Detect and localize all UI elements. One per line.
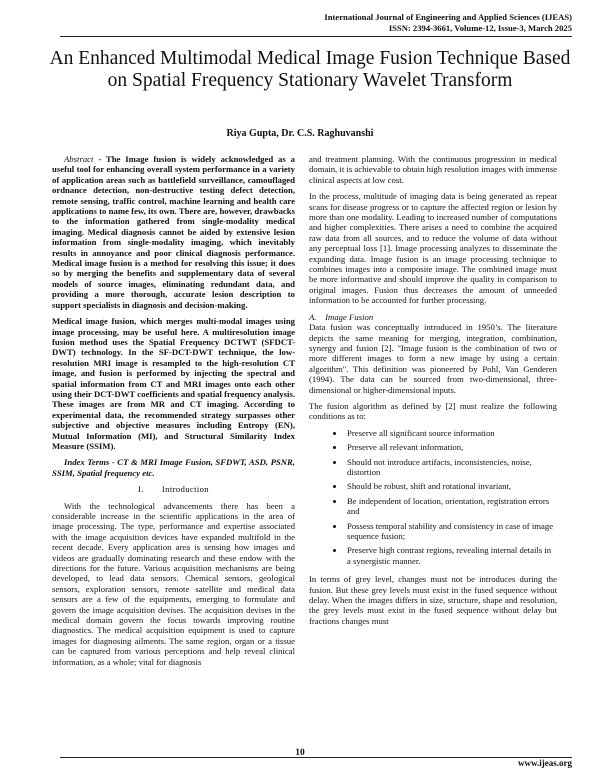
authors: Riya Gupta, Dr. C.S. Raghuvanshi xyxy=(226,128,374,139)
issn-line: ISSN: 2394-3661, Volume-12, Issue-3, March 2025 xyxy=(388,23,572,33)
list-item: • Preserve all relevant information, xyxy=(345,442,557,452)
header-rule xyxy=(60,36,572,37)
list-item: • Preserve all significant source information xyxy=(345,428,557,438)
index-terms-label: Index Terms xyxy=(64,457,110,468)
list-item: • Should not introduce artifacts, inconsistencies, noise, distortion xyxy=(345,457,557,478)
paper-title: An Enhanced Multimodal Medical Image Fusion Technique Based on Spatial Frequency Stationary Wavelet Transform xyxy=(49,48,571,91)
right-column xyxy=(309,154,557,632)
abstract-text: - The Image fusion is widely acknowledged as a useful tool for enhancing overall system performance in a variety of application areas such as battlefield surveillance, camouflaged ordnance detection, non-destructive testing defect detection, remote sensing, traffic control, machine learning and health care applications to name few, its own. There are, however, drawbacks to the information gathered from single-modality medical imaging. Medical diagnosis cannot be aided by extensive lesion information from single-modality imaging, which inevitably results in annoyance and poor clinical diagnosis performance. Medical image fusion is a method for resolving this issue; it does so by merging the benefits and supplementary data of several models of source images, eliminating redundant data, and providing a more thorough, accurate lesion description to support specialists in diagnosis and decision-making. xyxy=(52,154,295,310)
journal-name: International Journal of Engineering and Applied Sciences (IJEAS) xyxy=(324,12,572,22)
page-number: 10 xyxy=(295,748,305,758)
list-item: • Should be robust, shift and rotational invariant, xyxy=(345,481,557,491)
journal-url[interactable]: www.ijeas.org xyxy=(518,758,572,768)
footer-rule xyxy=(60,757,572,758)
right-paragraph-2: In the process, multitude of imaging data is being generated as repeat scans for disease progress or to capture the affected region or lesion by more than one modality. Leading to increased number of computations and higher complexities. There arises a need to combine the acquired raw data from all sources, and to reduce the volume of data without any perceptual loss [1]. Image processing analyzes to disseminate the expanding data. Image fusion is an image processing technique to combines images into a composite image. The combined image must be more informative and should improve the quality in comparison to original images. Fusion thus decreases the amount of unneeded information to be accounted for further processing. xyxy=(309,191,557,306)
conditions-list xyxy=(309,428,557,566)
list-item: • Be independent of location, orientation, registration errors and xyxy=(345,496,557,517)
right-paragraph-5: In terms of grey level, changes must not be introduces during the fusion. But these grey levels must exist in the fused sequence without delay. When the images differs in size, structure, shape and resolution, the grey levels must exist in the fused sequence without delay but fractions changes must xyxy=(309,574,557,626)
right-paragraph-1: and treatment planning. With the continuous progression in medical domain, it is achievable to obtain high resolution images with immense clinical aspects at low cost. xyxy=(309,154,557,185)
list-item: • Possess temporal stability and consistency in case of image sequence fusion; xyxy=(345,521,557,542)
subsection-heading-image-fusion: A. Image Fusion xyxy=(309,311,374,322)
section-heading-introduction: I. Introduction xyxy=(137,484,209,495)
index-terms xyxy=(52,457,295,478)
index-terms-text: - CT & MRI Image Fusion, SFDWT, ASD, PSNR, SSIM, Spatial frequency etc. xyxy=(52,457,295,478)
abstract-label: Abstract xyxy=(64,154,94,164)
list-item: • Preserve high contrast regions, revealing internal details in a synergistic manner. xyxy=(345,545,557,566)
abstract-paragraph-2: Medical image fusion, which merges multi-modal images using image processing, may be useful here. A multiresolution image fusion method uses the Spatial Frequency DCTWT (SFDCT-DWT) technology. In the SF-DCT-DWT technique, the low-resolution MRI image is resampled to the high-resolution CT image, and fusion is performed by injecting the spectral and spatial information from CT and MRI images onto each other using their DCT-DWT coefficients and spatial frequency analysis. These images are from MR and CT imaging. According to experimental data, the recommended strategy surpasses other subjective and objective measures including Entropy (EN), Mutual Information (MI), and Structural Similarity Index Measure (SSIM). xyxy=(52,316,295,451)
right-paragraph-4: The fusion algorithm as defined by [2] must realize the following conditions as to: xyxy=(309,400,557,422)
introduction-paragraph: With the technological advancements there has been a considerable increase in the scientific applications in the area of image processing. The type, performance and expertise associated with the image acquisition devices have expanded multifold in the recent decade. Every application area is sensing how images and videos are gradually dominating research and these endow with the directions for the future. Various acquisition mechanisms are being developed, to lead data sensors. Chemical sensors, geological sensors, exploration sensors, remote satellite and medical data sensors are a few of the equipments, emerging to formulate and govern the image acquisition devises. The acquisition devises in the medical domain govern the focus towards improving routine diagnostics. The medical acquisition equipment is used to capture images for diagnosing ailments. The same region, organ or a tissue can be captured from various perceptions and help reveal clinical information, as a whole; vital for diagnosis xyxy=(52,500,295,667)
journal-header xyxy=(324,12,572,34)
abstract-paragraph xyxy=(52,154,295,310)
right-paragraph-3: Data fusion was conceptually introduced in 1950’s. The literature depicts the same meaning for merging, integration, combination, synergy and fusion [2]. "Image fusion is the combination of two or more different images to form a new image by using a certain algorithm". This definition was pioneered by Pohl, Van Genderen (1994). The data can be sourced from two-dimensional, three-dimensional or higher-dimensional inputs. xyxy=(309,322,557,395)
left-column xyxy=(52,154,295,673)
